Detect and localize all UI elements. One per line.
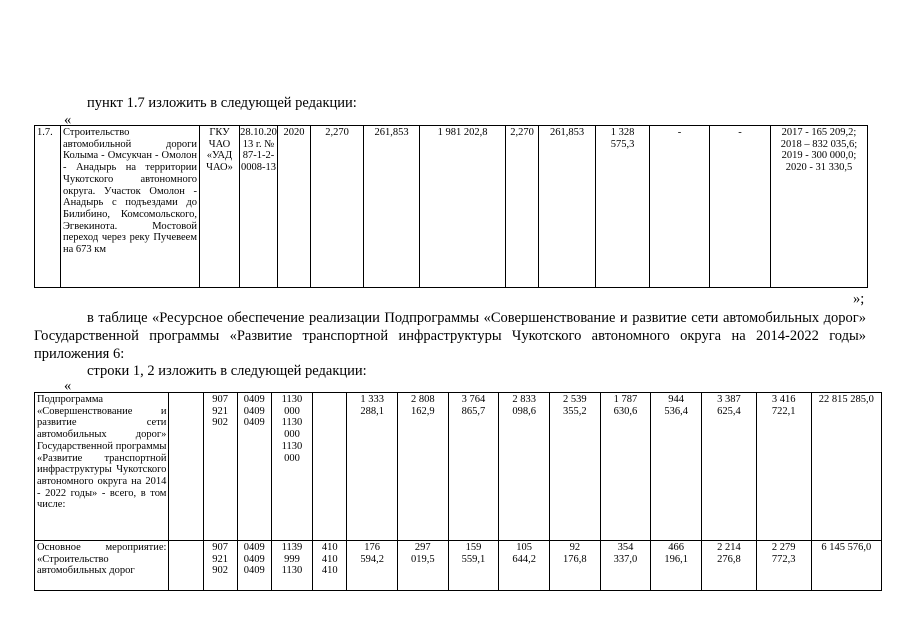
expense-type-codes: 410 410 410 bbox=[313, 541, 347, 591]
row-number: 1.7. bbox=[35, 126, 61, 288]
rows-text: строки 1, 2 изложить в следующей редакции: bbox=[87, 363, 367, 379]
year-value: 3 764 865,7 bbox=[448, 393, 499, 541]
remaining-cost: 1 328 575,3 bbox=[596, 126, 650, 288]
project-table bbox=[34, 125, 868, 288]
section-codes: 0409 0409 0409 bbox=[237, 393, 271, 541]
year-value: 2 214 276,8 bbox=[702, 541, 757, 591]
year-value: 466 196,1 bbox=[651, 541, 702, 591]
capacity-3: 2,270 bbox=[506, 126, 539, 288]
table-row bbox=[35, 541, 882, 591]
year-value: 354 337,0 bbox=[600, 541, 651, 591]
subprogram-name: Подпрограмма «Совершенствование и развитие сети автомобильных дорог» Государственной программы «Развитие транспортной инфраструктуры Чукотского автономного округа на 2014 - 2022 годы» - всего, в том числе: bbox=[35, 393, 169, 541]
year-value: 92 176,8 bbox=[549, 541, 600, 591]
empty-cell bbox=[169, 541, 203, 591]
estimated-cost: 1 981 202,8 bbox=[420, 126, 506, 288]
year-value: 2 808 162,9 bbox=[397, 393, 448, 541]
total-value: 22 815 285,0 bbox=[811, 393, 881, 541]
year-value: 2 539 355,2 bbox=[549, 393, 600, 541]
year-value: 176 594,2 bbox=[347, 541, 398, 591]
value-dash-1: - bbox=[650, 126, 710, 288]
decree-number: 28.10.20 13 г. № 87-1-2-0008-13 bbox=[240, 126, 278, 288]
year-value: 2 833 098,6 bbox=[499, 393, 550, 541]
value-dash-2: - bbox=[710, 126, 771, 288]
table-row bbox=[35, 393, 882, 541]
main-activity-name: Основное мероприятие: «Строительство автомобильных дорог bbox=[35, 541, 169, 591]
open-quote-2: « bbox=[64, 378, 72, 394]
close-quote: »; bbox=[853, 291, 865, 307]
section-codes: 0409 0409 0409 bbox=[237, 541, 271, 591]
year-value: 2 279 772,3 bbox=[756, 541, 811, 591]
grbs-codes: 907 921 902 bbox=[203, 393, 237, 541]
year-value: 1 333 288,1 bbox=[347, 393, 398, 541]
resource-table bbox=[34, 392, 882, 591]
financing-by-year: 2017 - 165 209,2; 2018 – 832 035,6; 2019 - 300 000,0; 2020 - 31 330,5 bbox=[771, 126, 868, 288]
capacity-2: 261,853 bbox=[364, 126, 420, 288]
capacity-1: 2,270 bbox=[311, 126, 364, 288]
year-value: 1 787 630,6 bbox=[600, 393, 651, 541]
empty-cell bbox=[169, 393, 203, 541]
year-value: 3 416 722,1 bbox=[756, 393, 811, 541]
expense-type-codes bbox=[313, 393, 347, 541]
customer: ГКУ ЧАО «УАД ЧАО» bbox=[200, 126, 240, 288]
completion-year: 2020 bbox=[278, 126, 311, 288]
year-value: 3 387 625,4 bbox=[702, 393, 757, 541]
target-article-codes: 1130 000 1130 000 1130 000 bbox=[271, 393, 312, 541]
capacity-4: 261,853 bbox=[539, 126, 596, 288]
total-value: 6 145 576,0 bbox=[811, 541, 881, 591]
year-value: 944 536,4 bbox=[651, 393, 702, 541]
grbs-codes: 907 921 902 bbox=[203, 541, 237, 591]
object-name: Строительство автомобильной дороги Колыма - Омсукчан - Омолон - Анадырь на территории Чукотского автономного округа. Участок Омолон - Анадырь с подъездами до Билибино, Комсомольского, Эгвекинота. Мостовой переход через реку Пучевеем на 673 км bbox=[61, 126, 200, 288]
year-value: 297 019,5 bbox=[397, 541, 448, 591]
table-row bbox=[35, 126, 868, 288]
year-value: 159 559,1 bbox=[448, 541, 499, 591]
intro-text: пункт 1.7 изложить в следующей редакции: bbox=[87, 95, 357, 111]
paragraph-main: в таблице «Ресурсное обеспечение реализации Подпрограммы «Совершенствование и развитие сети автомобильных дорог» Государственной программы «Развитие транспортной инфраструктуры Чукотского автономного округа на 2014-2022 годы» приложения 6: bbox=[34, 310, 866, 362]
target-article-codes: 1139 999 1130 bbox=[271, 541, 312, 591]
year-value: 105 644,2 bbox=[499, 541, 550, 591]
open-quote-1: « bbox=[64, 112, 72, 128]
